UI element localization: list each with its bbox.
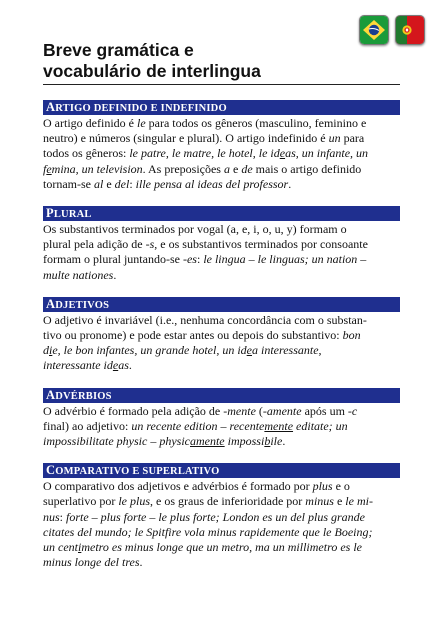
section-body <box>43 222 400 283</box>
text-run: O artigo definido é <box>43 116 137 130</box>
text-run: , e os substantivos terminados por consoante <box>154 237 368 252</box>
text-line <box>43 268 400 283</box>
text-run: plural pela adição de <box>43 237 146 252</box>
text-line <box>43 358 400 373</box>
section <box>43 388 400 450</box>
text-run: Os substantivos terminados por vogal (a, e, i, o, u, y) formam o <box>43 222 347 237</box>
text-line <box>43 494 400 509</box>
section-body <box>43 404 400 450</box>
text-line <box>43 237 400 252</box>
text-run: tivo ou pronome) e pode estar antes ou depois do substantivo: <box>43 328 343 343</box>
text-run: tornam-se <box>43 176 94 191</box>
italic-text: as, un infante, un <box>285 146 369 161</box>
italic-text: le lingua – le linguas; un nation – <box>203 252 367 267</box>
text-run: para <box>340 131 365 146</box>
italic-text: i <box>78 540 82 555</box>
italic-text: un recente edition – recente <box>131 418 265 433</box>
section-header <box>43 297 400 312</box>
italic-text: as <box>118 358 129 373</box>
section-header-initial: A <box>46 387 56 402</box>
section-header-rest: DJETIVOS <box>55 299 110 311</box>
text-run: neutro) e números (singular e plural). O artigo indefinido é <box>43 131 329 146</box>
text-run: formam o plural juntando-se <box>43 252 183 267</box>
section-header <box>43 206 400 221</box>
italic-text: a interessante, <box>251 343 322 358</box>
section <box>43 206 400 283</box>
text-run: . <box>282 434 286 449</box>
title-divider <box>43 84 400 85</box>
section-header-initial: A <box>46 296 56 311</box>
text-line <box>43 540 400 555</box>
italic-text: -es <box>182 252 197 267</box>
italic-text: f <box>43 161 47 176</box>
text-run: : <box>129 176 136 191</box>
italic-text: un cent <box>43 540 78 555</box>
title-line-1: Breve gramática e <box>43 40 194 60</box>
text-line <box>43 162 400 177</box>
text-run: O adjetivo é invariável (i.e., nenhuma concordância com o substan- <box>43 312 367 327</box>
text-run: final) ao adjetivo: <box>43 418 132 433</box>
italic-text: forte – plus forte – le plus forte; London es un del plus grande <box>66 509 366 524</box>
italic-text: b <box>264 434 271 449</box>
italic-text: i <box>49 343 53 358</box>
italic-text: citates del mundo; le Spitfire vola minus rapidemente que le Boeing; <box>43 524 373 539</box>
italic-text: al <box>93 176 104 191</box>
text-line <box>43 525 400 540</box>
text-run: e <box>229 161 242 176</box>
italic-text: e <box>246 343 252 358</box>
text-run: mais o artigo definido <box>252 161 362 176</box>
italic-text: -s <box>145 237 155 252</box>
italic-text: del <box>114 176 130 191</box>
text-line <box>43 146 400 161</box>
italic-text: bon <box>342 328 361 343</box>
text-line <box>43 479 400 494</box>
italic-text: le mi- <box>345 494 373 509</box>
text-line <box>43 510 400 525</box>
section-body <box>43 479 400 570</box>
section-body <box>43 116 400 192</box>
text-run: e <box>333 494 346 509</box>
section-header <box>43 388 400 403</box>
text-run: para todos os gêneros (masculino, feminino e <box>145 116 367 130</box>
section-header-initial: A <box>46 100 56 114</box>
italic-text: de <box>241 161 253 176</box>
page-title <box>43 40 403 82</box>
section-header-initial: C <box>46 463 56 478</box>
section-header-rest: LURAL <box>53 209 92 221</box>
italic-text: minus longe del tres <box>43 555 140 570</box>
italic-text: mente <box>264 418 294 433</box>
text-line <box>43 555 400 570</box>
italic-text: le patre, le matre, le hotel, le id <box>129 146 280 161</box>
italic-text: editate; un <box>293 418 348 433</box>
text-run: . <box>288 176 292 191</box>
italic-text: le <box>136 116 146 130</box>
text-run: após um <box>301 403 348 418</box>
text-line <box>43 116 400 131</box>
italic-text: e <box>279 146 286 161</box>
text-run: ( <box>255 403 263 418</box>
text-run: . <box>128 358 132 373</box>
section-header-rest: OMPARATIVO E SUPERLATIVO <box>55 466 220 478</box>
italic-text: a <box>223 161 230 176</box>
italic-text: mina, un television <box>51 161 143 176</box>
text-run: . <box>113 267 117 282</box>
italic-text: -c <box>347 403 358 418</box>
italic-text: ille pensa al ideas del professor <box>135 176 289 191</box>
text-run: O comparativo dos adjetivos e advérbios é formado por <box>43 479 313 494</box>
text-line <box>43 404 400 419</box>
italic-text: nus <box>43 509 60 524</box>
section-header <box>43 463 400 478</box>
italic-text: metro es minus longe que un metro, ma un millimetro es le <box>81 540 362 555</box>
text-run: , e os graus de inferioridade por <box>150 494 306 509</box>
italic-text: impossi <box>224 434 265 449</box>
text-run: e <box>103 176 115 191</box>
section <box>43 297 400 374</box>
text-line <box>43 434 400 449</box>
text-run: superlativo por <box>43 494 119 509</box>
italic-text: multe nationes <box>43 267 114 282</box>
text-line <box>43 313 400 328</box>
grammar-sections <box>43 100 400 584</box>
title-line-2: vocabulário de interlingua <box>43 61 261 81</box>
section-header-rest: DVÉRBIOS <box>55 390 112 402</box>
text-run: . As preposições <box>142 161 224 176</box>
text-line <box>43 131 400 146</box>
text-run: . <box>139 555 143 570</box>
text-line <box>43 328 400 343</box>
italic-text: e, le bon infantes, un grande hotel, un id <box>52 343 247 358</box>
italic-text: e <box>46 161 52 176</box>
text-run: : <box>59 509 67 524</box>
text-line <box>43 252 400 267</box>
italic-text: -mente <box>223 403 256 418</box>
italic-text: -amente <box>262 403 302 418</box>
italic-text: amente <box>189 434 225 449</box>
text-run: : <box>196 252 204 267</box>
italic-text: d <box>43 343 49 358</box>
italic-text: un <box>328 131 341 146</box>
italic-text: impossibilitate physic – physic <box>43 434 190 449</box>
text-line <box>43 177 400 192</box>
italic-text: minus <box>305 494 334 509</box>
italic-text: ile <box>270 434 283 449</box>
text-run: O advérbio é formado pela adição de <box>43 403 224 418</box>
italic-text: e <box>112 358 119 373</box>
text-run: e o <box>332 479 350 494</box>
section <box>43 463 400 570</box>
section-header <box>43 100 400 115</box>
section-header-rest: RTIGO DEFINIDO E INDEFINIDO <box>55 103 227 114</box>
text-line <box>43 419 400 434</box>
section <box>43 100 400 192</box>
italic-text: interessante id <box>43 358 113 373</box>
text-line <box>43 343 400 358</box>
section-header-initial: P <box>46 206 54 221</box>
section-body <box>43 313 400 374</box>
text-line <box>43 222 400 237</box>
text-run: todos os gêneros: <box>43 146 130 161</box>
italic-text: le plus <box>118 494 150 509</box>
italic-text: plus <box>312 479 333 494</box>
